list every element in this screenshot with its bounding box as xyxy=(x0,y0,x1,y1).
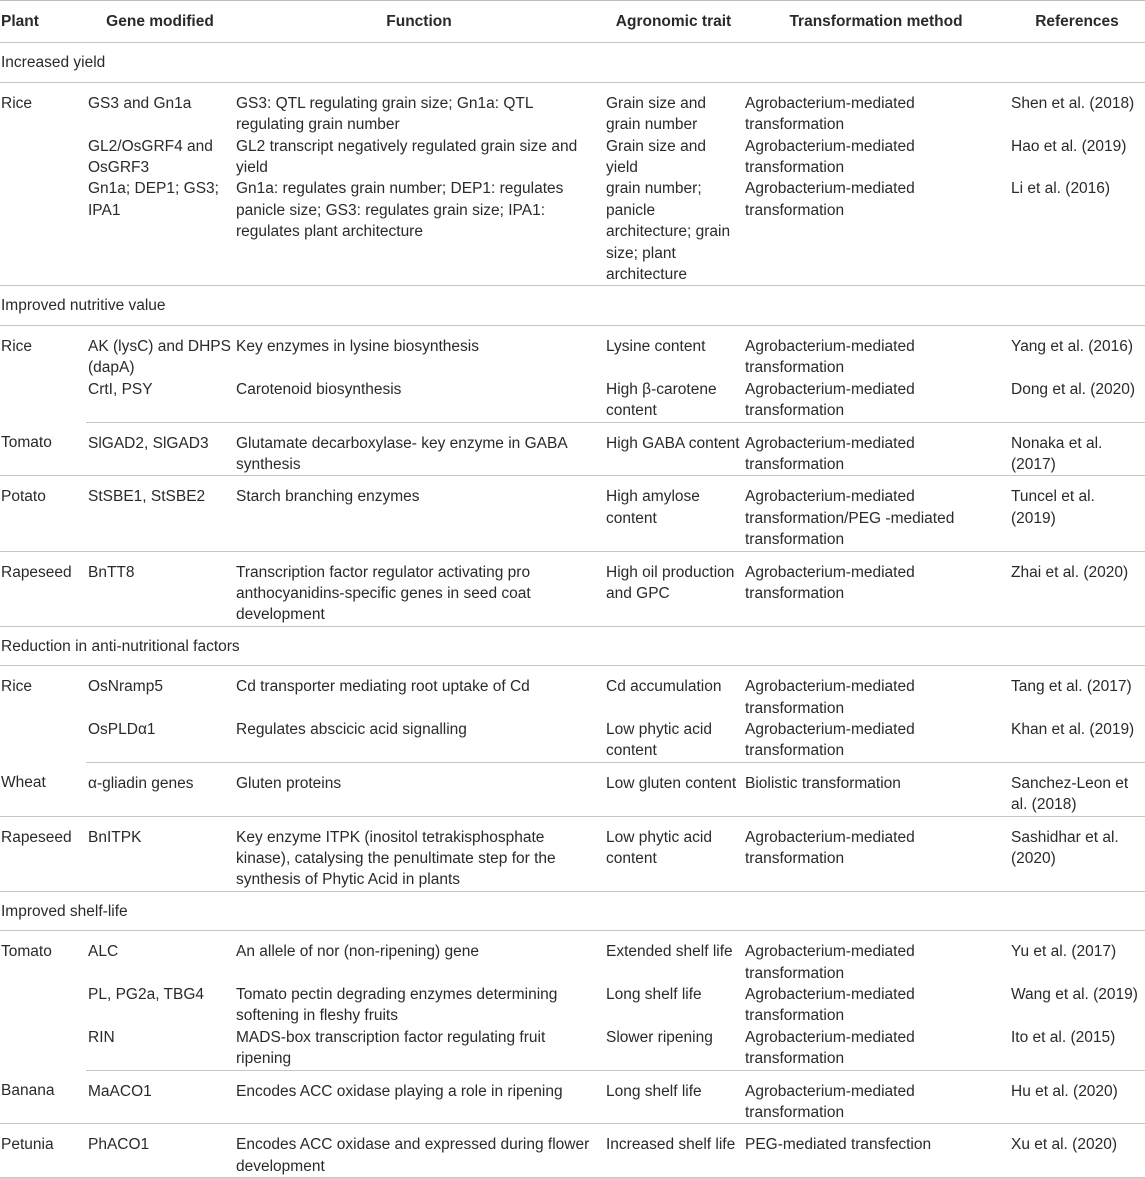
cell-function: Key enzymes in lysine biosynthesis xyxy=(236,337,479,355)
header-agronomic-trait: Agronomic trait xyxy=(615,13,732,30)
cell-transformation-method: Agrobacterium-mediated transformation/PEG -mediated transformation xyxy=(743,476,1009,551)
cell-gene: BnTT8 xyxy=(86,551,234,626)
cell-plant: Wheat xyxy=(0,762,86,816)
cell-plant: Potato xyxy=(0,476,86,551)
cell-plant: Tomato xyxy=(1,943,52,961)
header-references: References xyxy=(1035,13,1119,30)
section-header-row xyxy=(0,286,1145,325)
cell-plant: Rice xyxy=(1,94,33,112)
cell-transformation-method: Agrobacterium-mediated transformation xyxy=(743,719,1009,762)
table-row xyxy=(0,1070,1145,1124)
table-row xyxy=(0,325,1145,378)
cell-plant: Petunia xyxy=(0,1124,86,1178)
cell-agronomic-trait: Long shelf life xyxy=(604,1070,743,1124)
cell-function: GL2 transcript negatively regulated grain size and yield xyxy=(236,137,578,177)
header-plant: Plant xyxy=(1,13,39,30)
cell-function: Glutamate decarboxylase- key enzyme in GABA synthesis xyxy=(234,422,604,476)
cell-reference: Yang et al. (2016) xyxy=(1011,337,1134,355)
cell-reference: Ito et al. (2015) xyxy=(1009,1027,1145,1070)
cell-agronomic-trait: Low phytic acid content xyxy=(604,719,743,762)
section-header-row xyxy=(0,43,1145,82)
cell-plant: Rapeseed xyxy=(0,551,86,626)
cell-agronomic-trait: Grain size and grain number xyxy=(606,94,706,134)
table-row xyxy=(0,422,1145,476)
table-row xyxy=(0,82,1145,135)
cell-gene: PhACO1 xyxy=(86,1124,234,1178)
cell-agronomic-trait: Slower ripening xyxy=(604,1027,743,1070)
table-row xyxy=(0,476,1145,551)
cell-agronomic-trait: Low phytic acid content xyxy=(604,816,743,891)
cell-reference: Tang et al. (2017) xyxy=(1011,678,1132,696)
cell-function: GS3: QTL regulating grain size; Gn1a: QTL regulating grain number xyxy=(236,94,533,134)
table-row xyxy=(0,762,1145,816)
table-row xyxy=(0,931,1145,984)
cell-plant: Rice xyxy=(1,678,33,696)
cell-reference: Hao et al. (2019) xyxy=(1011,137,1127,155)
cell-reference: Hu et al. (2020) xyxy=(1009,1070,1145,1124)
section-header-row xyxy=(0,626,1145,665)
cell-agronomic-trait: Increased shelf life xyxy=(604,1124,743,1178)
header-function: Function xyxy=(386,13,452,30)
section-title: Increased yield xyxy=(0,43,1145,82)
cell-gene: OsNramp5 xyxy=(88,678,163,696)
cell-gene: BnITPK xyxy=(86,816,234,891)
cell-function: Carotenoid biosynthesis xyxy=(234,379,604,422)
cell-agronomic-trait: Lysine content xyxy=(606,337,706,355)
cell-function: Regulates abscicic acid signalling xyxy=(234,719,604,762)
cell-function: An allele of nor (non-ripening) gene xyxy=(236,943,479,961)
cell-reference: Li et al. (2016) xyxy=(1009,178,1145,286)
table-row xyxy=(0,984,1145,1027)
cell-function: Transcription factor regulator activating pro anthocyanidins-specific genes in seed coat development xyxy=(234,551,604,626)
table-row xyxy=(0,178,1145,286)
cell-transformation-method: Agrobacterium-mediated transformation xyxy=(743,1070,1009,1124)
table-row xyxy=(0,551,1145,626)
cell-transformation-method: Agrobacterium-mediated transformation xyxy=(745,678,915,717)
section-title: Improved shelf-life xyxy=(0,891,1145,930)
header-transformation-method: Transformation method xyxy=(789,13,963,30)
table-row xyxy=(0,1027,1145,1070)
cell-function: Tomato pectin degrading enzymes determining softening in fleshy fruits xyxy=(236,986,558,1025)
cell-reference: Wang et al. (2019) xyxy=(1011,986,1138,1004)
cell-function: Encodes ACC oxidase playing a role in ripening xyxy=(234,1070,604,1124)
cell-reference: Nonaka et al. (2017) xyxy=(1009,422,1145,476)
cell-reference: Dong et al. (2020) xyxy=(1009,379,1145,422)
cell-transformation-method: Agrobacterium-mediated transformation xyxy=(743,816,1009,891)
section-header-row xyxy=(0,891,1145,930)
cell-transformation-method: Agrobacterium-mediated transformation xyxy=(743,178,1009,286)
cell-agronomic-trait: Low gluten content xyxy=(604,762,743,816)
cell-function: Encodes ACC oxidase and expressed during flower development xyxy=(234,1124,604,1178)
cell-transformation-method: Biolistic transformation xyxy=(743,762,1009,816)
cell-agronomic-trait: Long shelf life xyxy=(606,986,702,1004)
cell-reference: Xu et al. (2020) xyxy=(1009,1124,1145,1178)
cell-transformation-method: Agrobacterium-mediated transformation xyxy=(745,94,915,134)
cell-plant: Rapeseed xyxy=(0,816,86,891)
cell-gene: SlGAD2, SlGAD3 xyxy=(86,422,234,476)
table-row xyxy=(0,816,1145,891)
cell-transformation-method: Agrobacterium-mediated transformation xyxy=(743,422,1009,476)
cell-function: Gluten proteins xyxy=(234,762,604,816)
cell-transformation-method: Agrobacterium-mediated transformation xyxy=(745,137,915,177)
cell-plant: Banana xyxy=(0,1070,86,1124)
cell-reference: Sanchez-Leon et al. (2018) xyxy=(1009,762,1145,816)
table-row xyxy=(0,1124,1145,1178)
cell-gene: StSBE1, StSBE2 xyxy=(86,476,234,551)
cell-gene: ALC xyxy=(88,943,119,961)
cell-agronomic-trait: Cd accumulation xyxy=(606,678,722,696)
cell-transformation-method: Agrobacterium-mediated transformation xyxy=(743,1027,1009,1070)
cell-agronomic-trait: Grain size and yield xyxy=(606,137,706,177)
table-row xyxy=(0,666,1145,719)
cell-gene: CrtI, PSY xyxy=(86,379,234,422)
table-row xyxy=(0,379,1145,422)
cell-gene: GS3 and Gn1a xyxy=(88,94,192,112)
cell-reference: Yu et al. (2017) xyxy=(1011,943,1117,961)
cell-gene: PL, PG2a, TBG4 xyxy=(88,986,205,1004)
cell-plant: Tomato xyxy=(0,422,86,476)
cell-function: Cd transporter mediating root uptake of Cd xyxy=(236,678,530,696)
cell-gene: Gn1a; DEP1; GS3; IPA1 xyxy=(86,178,234,286)
cell-plant: Rice xyxy=(1,337,33,355)
cell-reference: Khan et al. (2019) xyxy=(1009,719,1145,762)
table-header xyxy=(0,1,1145,43)
table-row xyxy=(0,719,1145,762)
cell-transformation-method: Agrobacterium-mediated transformation xyxy=(745,986,915,1025)
cell-gene: α-gliadin genes xyxy=(86,762,234,816)
cell-agronomic-trait: High GABA content xyxy=(604,422,743,476)
cell-function: Starch branching enzymes xyxy=(234,476,604,551)
cell-gene: MaACO1 xyxy=(86,1070,234,1124)
cell-reference: Sashidhar et al. (2020) xyxy=(1009,816,1145,891)
cell-gene: AK (lysC) and DHPS (dapA) xyxy=(88,337,231,377)
section-title: Improved nutritive value xyxy=(0,286,1145,325)
cell-gene: RIN xyxy=(86,1027,234,1070)
cell-agronomic-trait: grain number; panicle architecture; grain size; plant architecture xyxy=(604,178,743,286)
section-title: Reduction in anti-nutritional factors xyxy=(0,626,1145,665)
cell-agronomic-trait: High oil production and GPC xyxy=(604,551,743,626)
cell-function: Key enzyme ITPK (inositol tetrakisphosphate kinase), catalysing the penultimate step for the synthesis of Phytic Acid in plants xyxy=(234,816,604,891)
cell-gene: GL2/OsGRF4 and OsGRF3 xyxy=(88,137,213,177)
table-body xyxy=(0,43,1145,1178)
header-gene-modified: Gene modified xyxy=(106,13,214,30)
cell-transformation-method: PEG-mediated transfection xyxy=(743,1124,1009,1178)
cell-transformation-method: Agrobacterium-mediated transformation xyxy=(743,551,1009,626)
cell-agronomic-trait: High amylose content xyxy=(604,476,743,551)
cell-reference: Shen et al. (2018) xyxy=(1011,94,1135,112)
cell-function: MADS-box transcription factor regulating fruit ripening xyxy=(234,1027,604,1070)
cell-transformation-method: Agrobacterium-mediated transformation xyxy=(743,379,1009,422)
cell-agronomic-trait: High β-carotene content xyxy=(604,379,743,422)
table-row xyxy=(0,136,1145,179)
cell-reference: Tuncel et al. (2019) xyxy=(1009,476,1145,551)
cell-function: Gn1a: regulates grain number; DEP1: regulates panicle size; GS3: regulates grain size; IPA1: regulates plant architecture xyxy=(234,178,604,286)
cell-reference: Zhai et al. (2020) xyxy=(1009,551,1145,626)
cell-transformation-method: Agrobacterium-mediated transformation xyxy=(745,943,915,982)
cell-agronomic-trait: Extended shelf life xyxy=(606,943,733,961)
cell-gene: OsPLDα1 xyxy=(86,719,234,762)
cell-transformation-method: Agrobacterium-mediated transformation xyxy=(745,337,915,377)
